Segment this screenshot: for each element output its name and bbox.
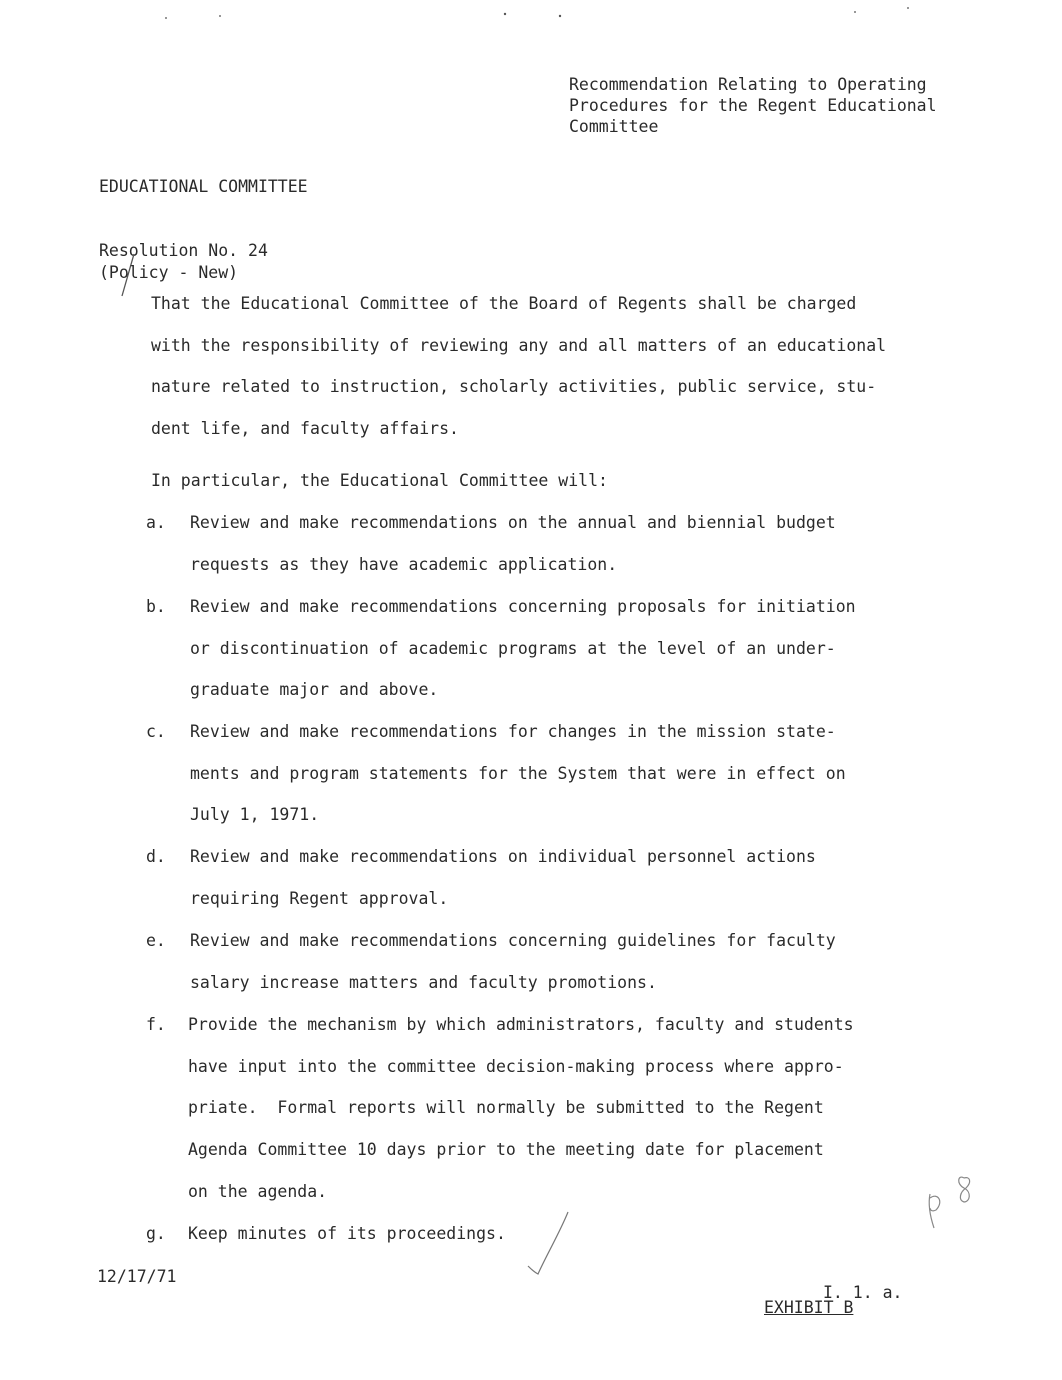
list-item-line: Review and make recommendations concerning proposals for initiation: [190, 597, 856, 616]
document-code: I. 1. a.: [823, 1282, 903, 1302]
resolution-number: Resolution No. 24: [99, 241, 268, 260]
list-item-line: requiring Regent approval.: [190, 888, 449, 908]
list-item-line: ments and program statements for the System that were in effect on: [190, 763, 846, 783]
list-item-line: Agenda Committee 10 days prior to the meeting date for placement: [188, 1140, 824, 1160]
list-item-label: a.: [146, 513, 166, 532]
list-item-label: e.: [146, 931, 166, 950]
intro-paragraph: [151, 283, 951, 450]
header-line: Procedures for the Regent Educational: [569, 96, 937, 115]
handwritten-page-note: [920, 1170, 980, 1235]
list-item-label: g.: [146, 1224, 166, 1243]
lead-in-text: In particular, the Educational Committee will:: [151, 471, 608, 490]
list-item-line: requests as they have academic application.: [190, 554, 618, 574]
header-line: Recommendation Relating to Operating: [569, 75, 927, 94]
resolution-policy: (Policy - New): [99, 263, 239, 282]
list-item-label: c.: [146, 722, 166, 741]
list-item-line: Review and make recommendations on the annual and biennial budget: [190, 513, 836, 532]
intro-line: nature related to instruction, scholarly activities, public service, stu-: [151, 377, 877, 397]
scan-specks: [150, 6, 920, 24]
intro-line: with the responsibility of reviewing any and all matters of an educational: [151, 335, 887, 355]
list-item-text: [190, 711, 930, 836]
list-item-label: b.: [146, 597, 166, 616]
list-item-text: [188, 1213, 928, 1255]
list-item-line: on the agenda.: [188, 1181, 328, 1201]
list-item-line: graduate major and above.: [190, 680, 439, 700]
intro-line: dent life, and faculty affairs.: [151, 419, 459, 439]
list-item-line: or discontinuation of academic programs at the level of an under-: [190, 638, 836, 658]
list-item-line: priate. Formal reports will normally be submitted to the Regent: [188, 1098, 824, 1118]
header-line: Committee: [569, 117, 659, 136]
list-item-line: Review and make recommendations on individual personnel actions: [190, 847, 816, 866]
list-item-line: July 1, 1971.: [190, 805, 320, 825]
list-item-line: have input into the committee decision-making process where appro-: [188, 1056, 844, 1076]
list-item-text: [190, 586, 930, 711]
list-item-label: d.: [146, 847, 166, 866]
committee-title: EDUCATIONAL COMMITTEE: [99, 177, 308, 196]
list-item-line: Provide the mechanism by which administrators, faculty and students: [188, 1015, 854, 1034]
list-item-line: Keep minutes of its proceedings.: [188, 1224, 506, 1243]
list-item-text: [190, 502, 930, 585]
list-item-text: [188, 1004, 928, 1213]
intro-line: That the Educational Committee of the Board of Regents shall be charged: [151, 294, 857, 313]
exhibit-label: EXHIBIT B: [764, 1297, 854, 1317]
document-subject-header: [569, 74, 999, 137]
document-date: 12/17/71: [97, 1267, 177, 1286]
list-item-line: salary increase matters and faculty promotions.: [190, 972, 657, 992]
list-item-label: f.: [146, 1015, 166, 1034]
list-item-line: Review and make recommendations for changes in the mission state-: [190, 722, 836, 741]
list-item-line: Review and make recommendations concerning guidelines for faculty: [190, 931, 836, 950]
list-item-text: [190, 920, 930, 1003]
list-item-text: [190, 836, 930, 919]
